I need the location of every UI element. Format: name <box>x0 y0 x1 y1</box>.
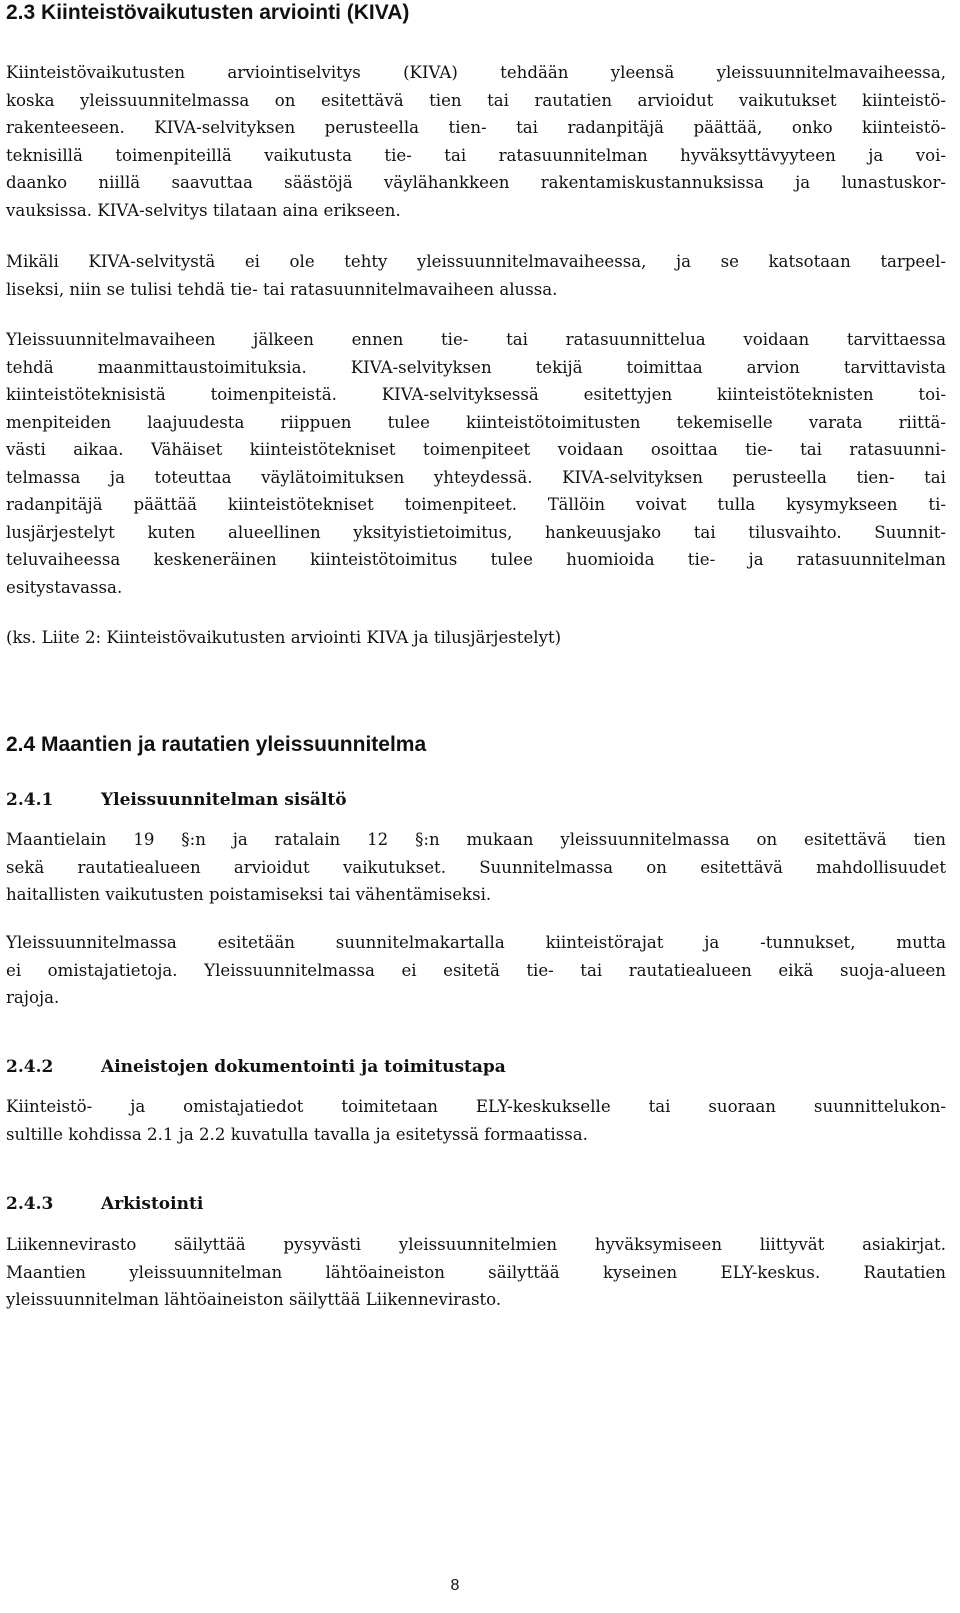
text-line: Kiinteistövaikutusten arviointiselvitys (KIVA) tehdään yleensä yleissuunnitelmavaiheessa, <box>6 63 946 82</box>
text-line: liseksi, niin se tulisi tehdä tie- tai ratasuunnitelmavaiheen alussa. <box>6 279 558 299</box>
text-line: Maantien yleissuunnitelman lähtöaineiston säilyttää kyseinen ELY-keskus. Rautatien <box>6 1262 946 1282</box>
text-line: vauksissa. KIVA-selvitys tilataan aina erikseen. <box>6 200 401 220</box>
subsection-heading-2-4-1 <box>6 789 347 811</box>
text-line: yleissuunnitelman lähtöaineiston säilyttää Liikennevirasto. <box>6 1290 502 1309</box>
text-line: sultille kohdissa 2.1 ja 2.2 kuvatulla tavalla ja esitetyssä formaatissa. <box>6 1124 588 1144</box>
text-line: Maantielain 19 §:n ja ratalain 12 §:n mukaan yleissuunnitelmassa on esitettävä tien <box>6 830 946 849</box>
text-line: teknisillä toimenpiteillä vaikutusta tie- tai ratasuunnitelman hyväksyttävyyteen ja voi- <box>6 145 946 165</box>
subsection-heading-2-4-3 <box>6 1193 203 1215</box>
paragraph-kiva-timing <box>6 248 946 303</box>
text-line: kiinteistöteknisistä toimenpiteistä. KIVA-selvityksessä esitettyjen kiinteistöteknisten toi- <box>6 385 946 404</box>
text-line: tehdä maanmittaustoimituksia. KIVA-selvityksen tekijä toimittaa arvion tarvittavista <box>6 357 946 377</box>
text-line: telmassa ja toteuttaa väylätoimituksen yhteydessä. KIVA-selvityksen perusteella tien- tai <box>6 467 946 487</box>
text-line: västi aikaa. Vähäiset kiinteistötekniset toimenpiteet voidaan osoittaa tie- tai ratasuunni- <box>6 440 946 459</box>
text-line: haitallisten vaikutusten poistamiseksi tai vähentämiseksi. <box>6 885 492 904</box>
subsection-title: Yleissuunnitelman sisältö <box>101 790 347 810</box>
text-line: menpiteiden laajuudesta riippuen tulee kiinteistötoimitusten tekemiselle varata riittä- <box>6 412 946 432</box>
text-line: rakenteeseen. KIVA-selvityksen perusteella tien- tai radanpitäjä päättää, onko kiinteistö- <box>6 118 946 137</box>
page-number: 8 <box>450 1577 460 1594</box>
text-line: daanko niillä saavuttaa säästöjä väylähankkeen rakentamiskustannuksissa ja lunastuskor- <box>6 173 946 192</box>
text-line: sekä rautatiealueen arvioidut vaikutukset. Suunnitelmassa on esitettävä mahdollisuudet <box>6 857 946 877</box>
text-line: Mikäli KIVA-selvitystä ei ole tehty yleissuunnitelmavaiheessa, ja se katsotaan tarpeel- <box>6 252 946 271</box>
text-line: lusjärjestelyt kuten alueellinen yksityistietoimitus, hankeuusjako tai tilusvaihto. Suunnit- <box>6 522 946 542</box>
subsection-number: 2.4.3 <box>6 1194 54 1214</box>
text-line: esitystavassa. <box>6 577 123 597</box>
text-line: (ks. Liite 2: Kiinteistövaikutusten arviointi KIVA ja tilusjärjestelyt) <box>6 628 562 647</box>
paragraph-plan-content <box>6 826 946 909</box>
text-line: ei omistajatietoja. Yleissuunnitelmassa ei esitetä tie- tai rautatiealueen eikä suoja-alueen <box>6 960 946 980</box>
paragraph-appendix-reference <box>6 624 946 652</box>
section-heading-2-4: 2.4 Maantien ja rautatien yleissuunnitelma <box>6 733 427 756</box>
paragraph-plan-map <box>6 929 946 1012</box>
text-line: Yleissuunnitelmassa esitetään suunnitelmakartalla kiinteistörajat ja -tunnukset, mutta <box>6 933 946 952</box>
paragraph-kiva-intro <box>6 59 946 224</box>
text-line: rajoja. <box>6 988 60 1007</box>
paragraph-documentation <box>6 1093 946 1148</box>
text-line: radanpitäjä päättää kiinteistötekniset toimenpiteet. Tällöin voivat tulla kysymykseen ti- <box>6 495 946 514</box>
subsection-title: Arkistointi <box>101 1194 204 1214</box>
text-line: koska yleissuunnitelmassa on esitettävä tien tai rautatien arvioidut vaikutukset kiinteistö- <box>6 90 946 110</box>
subsection-heading-2-4-2 <box>6 1056 506 1078</box>
text-line: Yleissuunnitelmavaiheen jälkeen ennen tie- tai ratasuunnittelua voidaan tarvittaessa <box>6 330 946 349</box>
text-line: Liikennevirasto säilyttää pysyvästi yleissuunnitelmien hyväksymiseen liittyvät asiakirjat. <box>6 1235 946 1254</box>
subsection-number: 2.4.2 <box>6 1057 54 1077</box>
section-heading-2-3: 2.3 Kiinteistövaikutusten arviointi (KIVA) <box>6 1 410 24</box>
text-line: teluvaiheessa keskeneräinen kiinteistötoimitus tulee huomioida tie- ja ratasuunnitelman <box>6 550 946 569</box>
subsection-title: Aineistojen dokumentointi ja toimitustapa <box>101 1057 506 1077</box>
paragraph-kiva-procedures <box>6 326 946 601</box>
paragraph-archiving <box>6 1231 946 1314</box>
subsection-number: 2.4.1 <box>6 790 54 810</box>
text-line: Kiinteistö- ja omistajatiedot toimitetaan ELY-keskukselle tai suoraan suunnittelukon- <box>6 1097 946 1116</box>
